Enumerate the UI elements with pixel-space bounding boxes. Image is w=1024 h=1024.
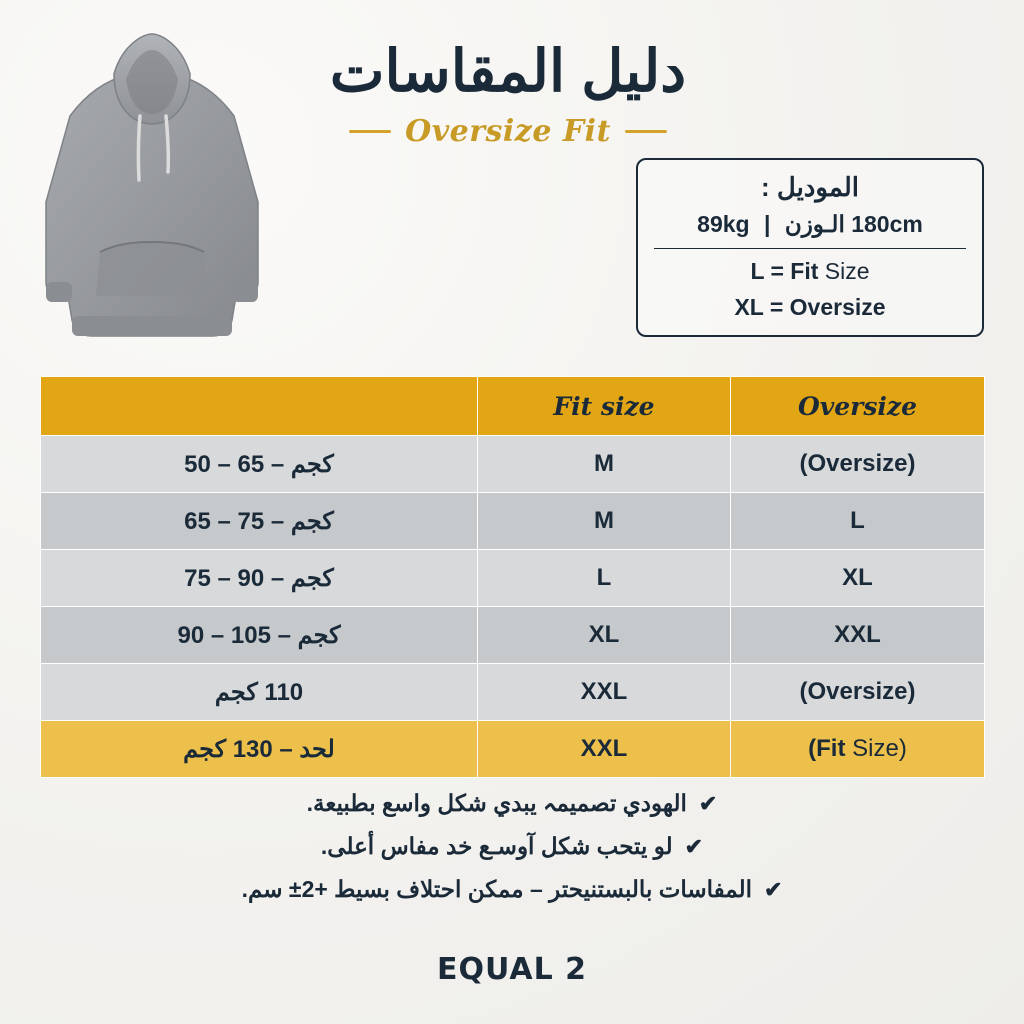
model-info-box: [636, 158, 984, 337]
note-text: الهودي تصميمہ يبدي شكل واسع بطبيعة.: [306, 790, 687, 816]
cell-fit: XL: [478, 607, 731, 664]
table-row: [41, 493, 985, 550]
cell-weight: كجم – 65 – 50: [41, 436, 478, 493]
model-oversize-line: XL = Oversize: [734, 294, 886, 320]
table-row: [41, 664, 985, 721]
model-fit-bold: L = Fit: [750, 258, 819, 284]
size-table: [40, 376, 985, 778]
table-header-fit: Fit size: [478, 377, 731, 436]
cell-weight: كجم – 105 – 90: [41, 607, 478, 664]
check-icon: ✔: [698, 790, 718, 816]
subtitle-row: [258, 114, 758, 149]
cell-oversize: (Oversize): [731, 436, 985, 493]
page-title: دليل المقاسات: [329, 39, 687, 104]
cell-fit: M: [478, 436, 731, 493]
note-text: لو يتحب شكل آوسـع خد مفاس أعلى.: [320, 833, 673, 859]
check-icon: ✔: [764, 876, 783, 902]
header-section: [0, 0, 1024, 360]
note-item: [0, 876, 1024, 903]
cell-oversize-bold: (Fit: [808, 735, 846, 762]
model-box-title: الموديل :: [761, 172, 859, 202]
check-icon: ✔: [684, 833, 704, 859]
model-measurements: [654, 211, 966, 249]
cell-weight: كجم – 75 – 65: [41, 493, 478, 550]
cell-weight: 110 كجم: [41, 664, 478, 721]
note-item: [0, 833, 1024, 860]
table-body: [41, 436, 985, 778]
cell-fit: M: [478, 493, 731, 550]
note-text: المفاسات بالبستنيحتر – ممكن احتلاف بسيط +2± سم.: [241, 876, 752, 902]
cell-fit: L: [478, 550, 731, 607]
cell-oversize: XL: [731, 550, 985, 607]
model-height: 180cm: [851, 211, 923, 237]
cell-oversize: L: [731, 493, 985, 550]
table-header-oversize: Oversize: [731, 377, 985, 436]
cell-fit: XXL: [478, 721, 731, 778]
cell-oversize-thin: Size): [852, 735, 907, 762]
brand-logo: EQUAL 2: [436, 952, 588, 987]
title-block: [258, 40, 758, 149]
cell-oversize: (Oversize): [731, 664, 985, 721]
dash-right-decoration: [625, 130, 667, 133]
model-height-label: الـوزن: [784, 211, 845, 237]
table-row: [41, 436, 985, 493]
model-fit-line: [654, 258, 966, 285]
table-header-row: [41, 377, 985, 436]
model-separator: |: [763, 211, 771, 237]
model-fit-light: Size: [824, 258, 870, 284]
cell-oversize: [731, 721, 985, 778]
cell-oversize: XXL: [731, 607, 985, 664]
table-row: [41, 607, 985, 664]
hoodie-icon: [22, 20, 282, 350]
notes-section: [0, 790, 1024, 919]
hoodie-product-image: [22, 20, 282, 350]
model-weight: 89kg: [697, 211, 750, 237]
table-header-weight: [41, 377, 478, 436]
table-row: [41, 721, 985, 778]
note-item: [0, 790, 1024, 817]
cell-weight: كجم – 90 – 75: [41, 550, 478, 607]
page-subtitle: Oversize Fit: [405, 113, 611, 149]
table-row: [41, 550, 985, 607]
dash-left-decoration: [349, 130, 391, 133]
cell-weight: لحد – 130 كجم: [41, 721, 478, 778]
cell-fit: XXL: [478, 664, 731, 721]
